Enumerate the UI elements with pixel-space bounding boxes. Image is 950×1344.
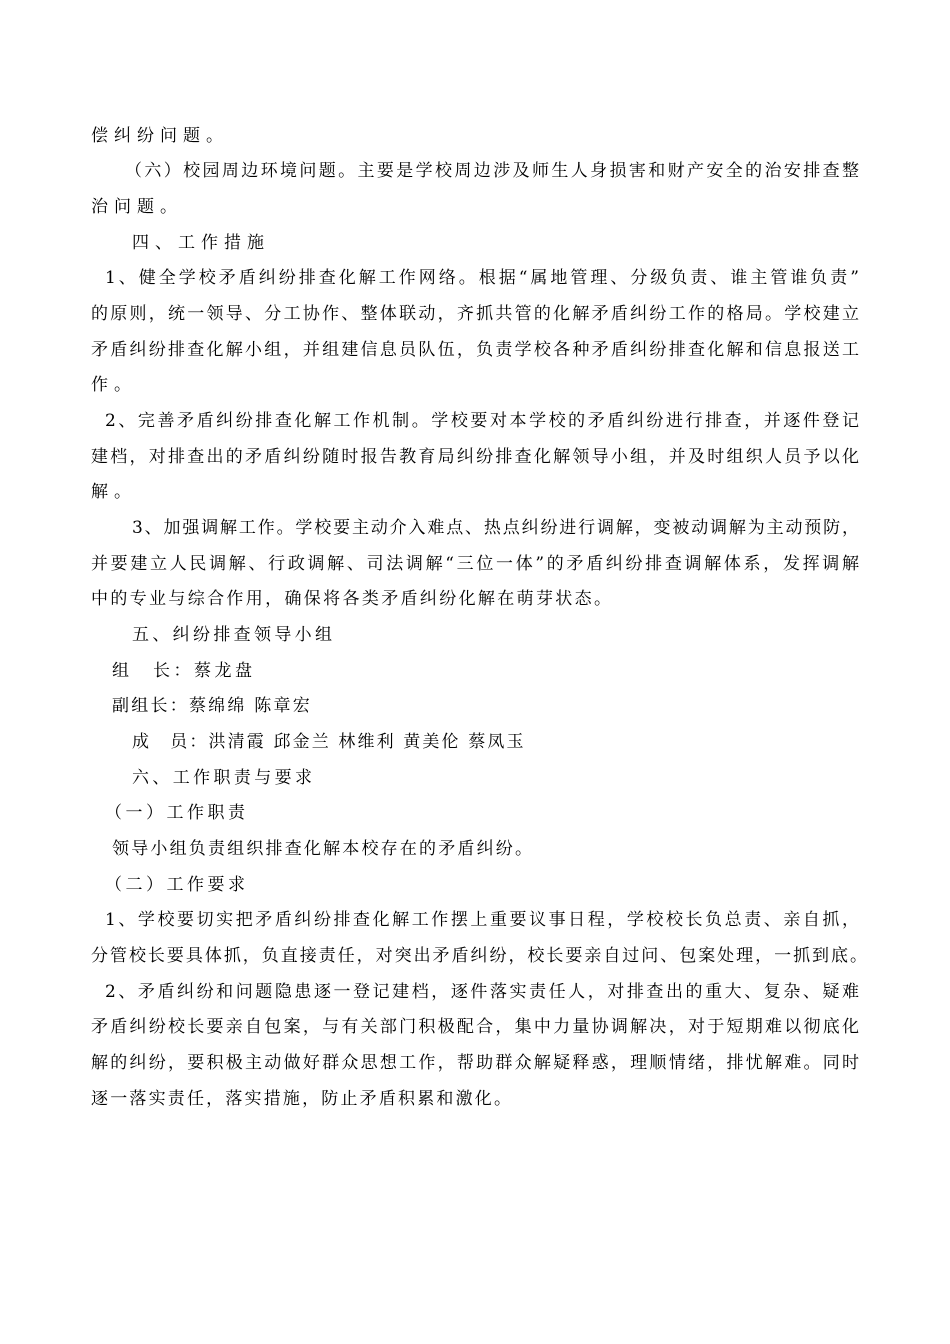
text-line: 2、矛盾纠纷和问题隐患逐一登记建档，逐件落实责任人，对排查出的重大、复杂、疑难 xyxy=(105,982,862,1002)
text-line: 逐一落实责任，落实措施，防止矛盾积累和激化。 xyxy=(91,1089,514,1109)
text-line: 领导小组负责组织排查化解本校存在的矛盾纠纷。 xyxy=(112,839,535,859)
text-line: 的原则，统一领导、分工协作、整体联动，齐抓共管的化解矛盾纠纷工作的格局。学校建立 xyxy=(91,304,862,324)
text-line: 1、学校要切实把矛盾纠纷排查化解工作摆上重要议事日程，学校校长负总责、亲自抓， xyxy=(105,910,862,930)
text-line: 分管校长要具体抓，负直接责任，对突出矛盾纠纷，校长要亲自过问、包案处理，一抓到底。 xyxy=(91,946,869,966)
text-line: 矛盾纠纷排查化解小组，并组建信息员队伍，负责学校各种矛盾纠纷排查化解和信息报送工 xyxy=(91,340,862,360)
text-line: 矛盾纠纷校长要亲自包案，与有关部门积极配合，集中力量协调解决，对于短期难以彻底化 xyxy=(91,1017,862,1037)
text-line: 1、健全学校矛盾纠纷排查化解工作网络。根据“属地管理、分级负责、谁主管谁负责” xyxy=(105,268,862,288)
text-line: 3、加强调解工作。学校要主动介入难点、热点纠纷进行调解，变被动调解为主动预防， xyxy=(132,518,861,538)
text-line: 解的纠纷，要积极主动做好群众思想工作，帮助群众解疑释惑，理顺情绪，排忧解难。同时 xyxy=(91,1053,862,1073)
group-leader: 组 长：蔡龙盘 xyxy=(112,661,256,681)
group-members: 成 员：洪清霞 邱金兰 林维利 黄美伦 蔡凤玉 xyxy=(132,732,526,752)
text-line: 偿纠纷问题。 xyxy=(91,126,229,146)
text-line: 作。 xyxy=(91,375,137,395)
text-line: 并要建立人民调解、行政调解、司法调解“三位一体”的矛盾纠纷排查调解体系，发挥调解 xyxy=(91,554,862,574)
section-heading: 四、工作措施 xyxy=(132,233,270,253)
text-line: 治问题。 xyxy=(91,197,183,217)
section-heading: 五、纠纷排查领导小组 xyxy=(132,625,336,645)
text-line: （六）校园周边环境问题。主要是学校周边涉及师生人身损害和财产安全的治安排查整 xyxy=(125,161,862,181)
text-line: 2、完善矛盾纠纷排查化解工作机制。学校要对本学校的矛盾纠纷进行排查，并逐件登记 xyxy=(105,411,862,431)
section-heading: 六、工作职责与要求 xyxy=(132,768,316,788)
text-line: 建档，对排查出的矛盾纠纷随时报告教育局纠纷排查化解领导小组，并及时组织人员予以化 xyxy=(91,447,862,467)
text-line: 中的专业与综合作用，确保将各类矛盾纠纷化解在萌芽状态。 xyxy=(91,589,614,609)
text-line: 解。 xyxy=(91,482,137,502)
subsection-heading: （二）工作要求 xyxy=(105,875,249,895)
deputy-group-leader: 副组长：蔡绵绵 陈章宏 xyxy=(112,696,312,716)
subsection-heading: （一）工作职责 xyxy=(105,803,249,823)
